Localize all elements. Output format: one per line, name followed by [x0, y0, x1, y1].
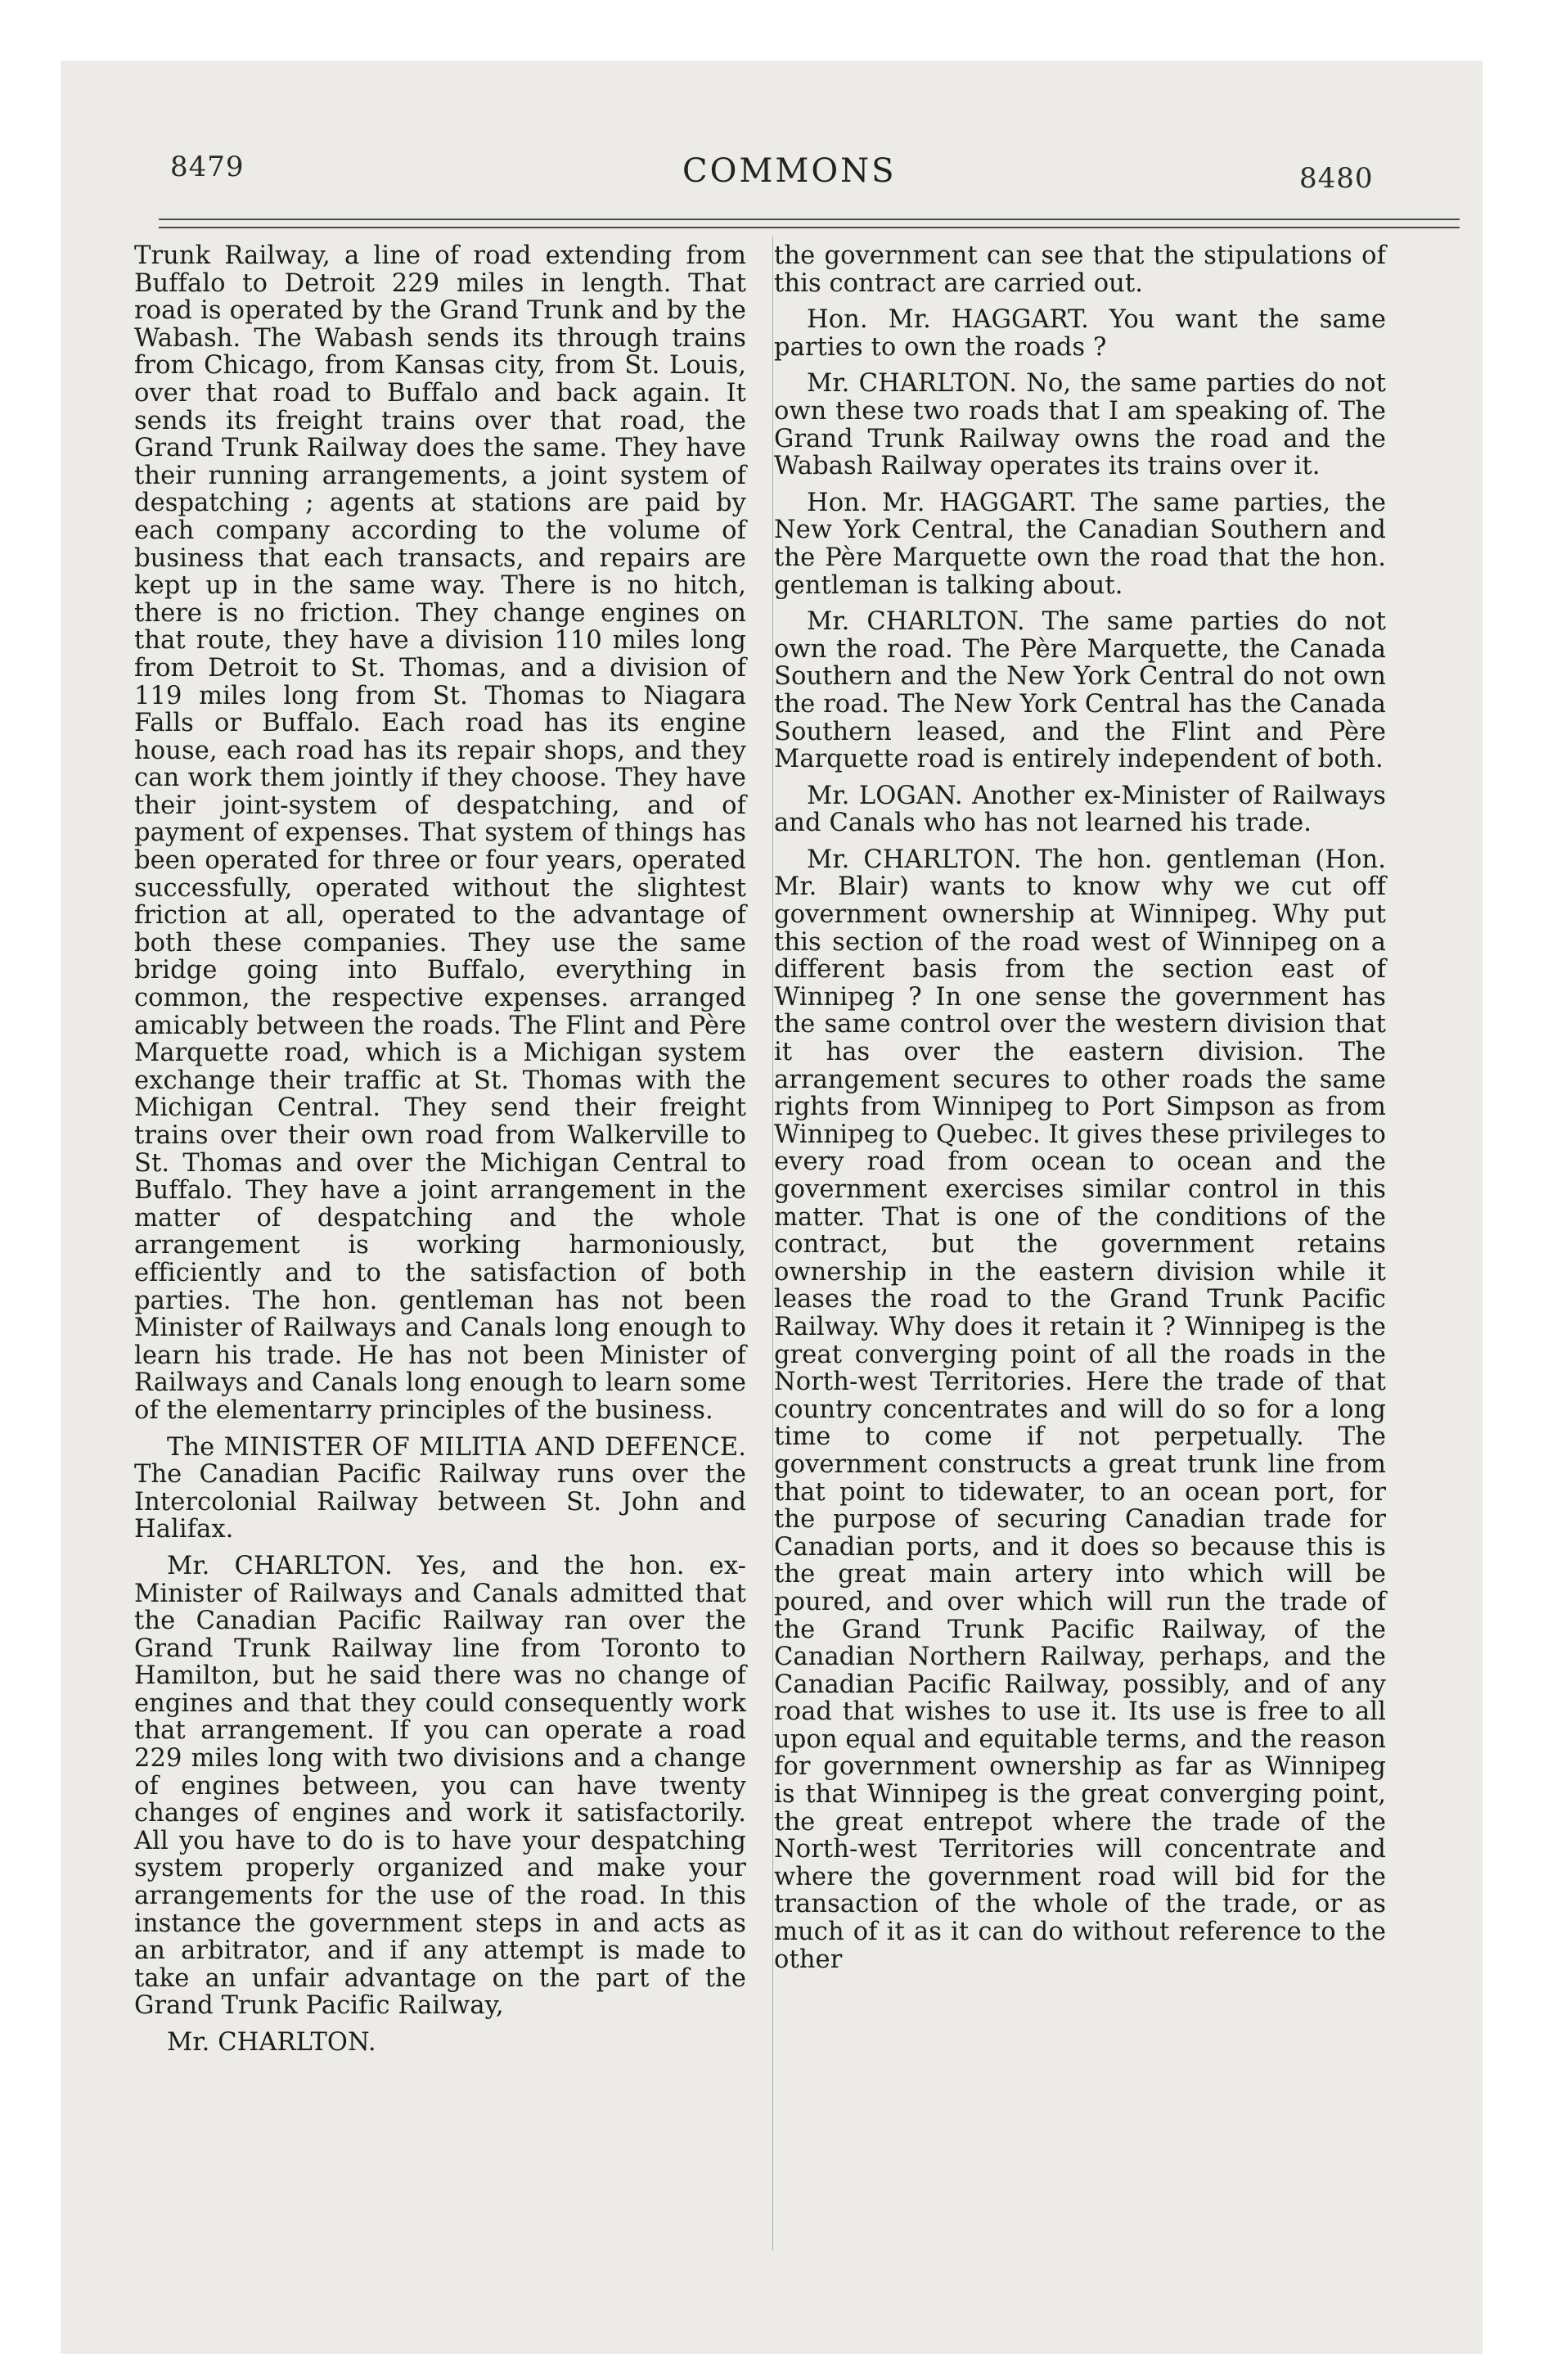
right-column — [774, 242, 1386, 1982]
paragraph: Mr. LOGAN. Another ex-Minister of Railways and Canals who has not learned his trade. — [774, 781, 1386, 838]
left-column — [134, 242, 746, 2066]
header-rule-top — [159, 219, 1460, 220]
column-divider — [772, 237, 773, 2250]
scanned-page — [61, 61, 1483, 2354]
header-rule-bottom — [159, 227, 1460, 228]
paragraph: Mr. CHARLTON. No, the same parties do not own these two roads that I am speaking of. The Grand Trunk Railway owns the road and the Wabash Railway operates its trains over it. — [774, 369, 1386, 481]
page-number-left: 8479 — [170, 151, 245, 183]
page-number-right: 8480 — [1299, 162, 1374, 195]
paragraph: Trunk Railway, a line of road extending from Buffalo to Detroit 229 miles in length. That road is operated by the Grand Trunk and by the Wabash. The Wabash sends its through trains from Chicago, from Kansas city, from St. Louis, over that road to Buffalo and back again. It sends its freight trains over that road, the Grand Trunk Railway does the same. They have their running arrangements, a joint system of despatching ; agents at stations are paid by each company according to the volume of business that each transacts, and repairs are kept up in the same way. There is no hitch, there is no friction. They change engines on that route, they have a division 110 miles long from Detroit to St. Thomas, and a division of 119 miles long from St. Thomas to Niagara Falls or Buffalo. Each road has its engine house, each road has its repair shops, and they can work them jointly if they choose. They have their joint-system of despatching, and of payment of expenses. That system of things has been operated for three or four years, operated successfully, operated without the slightest friction at all, operated to the advantage of both these companies. They use the same bridge going into Buffalo, everything in common, the respective expenses. arranged amicably between the roads. The Flint and Père Marquette road, which is a Michigan system exchange their traffic at St. Thomas with the Michigan Central. They send their freight trains over their own road from Walkerville to St. Thomas and over the Michigan Central to Buffalo. They have a joint arrangement in the matter of despatching and the whole arrangement is working harmoniously, efficiently and to the satisfaction of both parties. The hon. gentleman has not been Minister of Railways and Canals long enough to learn his trade. He has not been Minister of Railways and Canals long enough to learn some of the elementarry principles of the business. — [134, 241, 746, 1425]
page-title: COMMONS — [682, 152, 897, 190]
paragraph: Hon. Mr. HAGGART. The same parties, the New York Central, the Canadian Southern and the Père Marquette own the road that the hon. gentleman is talking about. — [774, 488, 1386, 600]
paragraph: Mr. CHARLTON. Yes, and the hon. ex-Minister of Railways and Canals admitted that the Canadian Pacific Railway ran over the Grand Trunk Railway line from Toronto to Hamilton, but he said there was no change of engines and that they could consequently work that arrangement. If you can operate a road 229 miles long with two divisions and a change of engines between, you can have twenty changes of engines and work it satisfactorily. All you have to do is to have your despatching system properly organized and make your arrangements for the use of the road. In this instance the government steps in and acts as an arbitrator, and if any attempt is made to take an unfair advantage on the part of the Grand Trunk Pacific Railway, — [134, 1551, 746, 2021]
paragraph: Hon. Mr. HAGGART. You want the same parties to own the roads ? — [774, 305, 1386, 362]
paragraph: the government can see that the stipulations of this contract are carried out. — [774, 241, 1386, 298]
paragraph: Mr. CHARLTON. The hon. gentleman (Hon. Mr. Blair) wants to know why we cut off government ownership at Winnipeg. Why put this section of the road west of Winnipeg on a different basis from the section east of Winnipeg ? In one sense the government has the same control over the western division that it has over the eastern division. The arrangement secures to other roads the same rights from Winnipeg to Port Simpson as from Winnipeg to Quebec. It gives these privileges to every road from ocean to ocean and the government exercises similar control in this matter. That is one of the conditions of the contract, but the government retains ownership in the eastern division while it leases the road to the Grand Trunk Pacific Railway. Why does it retain it ? Winnipeg is the great converging point of all the roads in the North-west Territories. Here the trade of that country concentrates and will do so for a long time to come if not perpetually. The government constructs a great trunk line from that point to tidewater, to an ocean port, for the purpose of securing Canadian trade for Canadian ports, and it does so because this is the great main artery into which will be poured, and over which will run the trade of the Grand Trunk Pacific Railway, of the Canadian Northern Railway, perhaps, and the Canadian Pacific Railway, possibly, and of any road that wishes to use it. Its use is free to all upon equal and equitable terms, and the reason for government ownership as far as Winnipeg is that Winnipeg is the great converging point, the great entrepot where the trade of the North-west Territories will concentrate and where the government road will bid for the transaction of the whole of the trade, or as much of it as it can do without reference to the other — [774, 845, 1386, 1974]
paragraph: Mr. CHARLTON. The same parties do not own the road. The Père Marquette, the Canada Southern and the New York Central do not own the road. The New York Central has the Canada Southern leased, and the Flint and Père Marquette road is entirely independent of both. — [774, 607, 1386, 774]
speaker-line: Mr. CHARLTON. — [167, 2028, 376, 2057]
paragraph: The MINISTER OF MILITIA AND DEFENCE. The Canadian Pacific Railway runs over the Intercolonial Railway between St. John and Halifax. — [134, 1432, 746, 1544]
